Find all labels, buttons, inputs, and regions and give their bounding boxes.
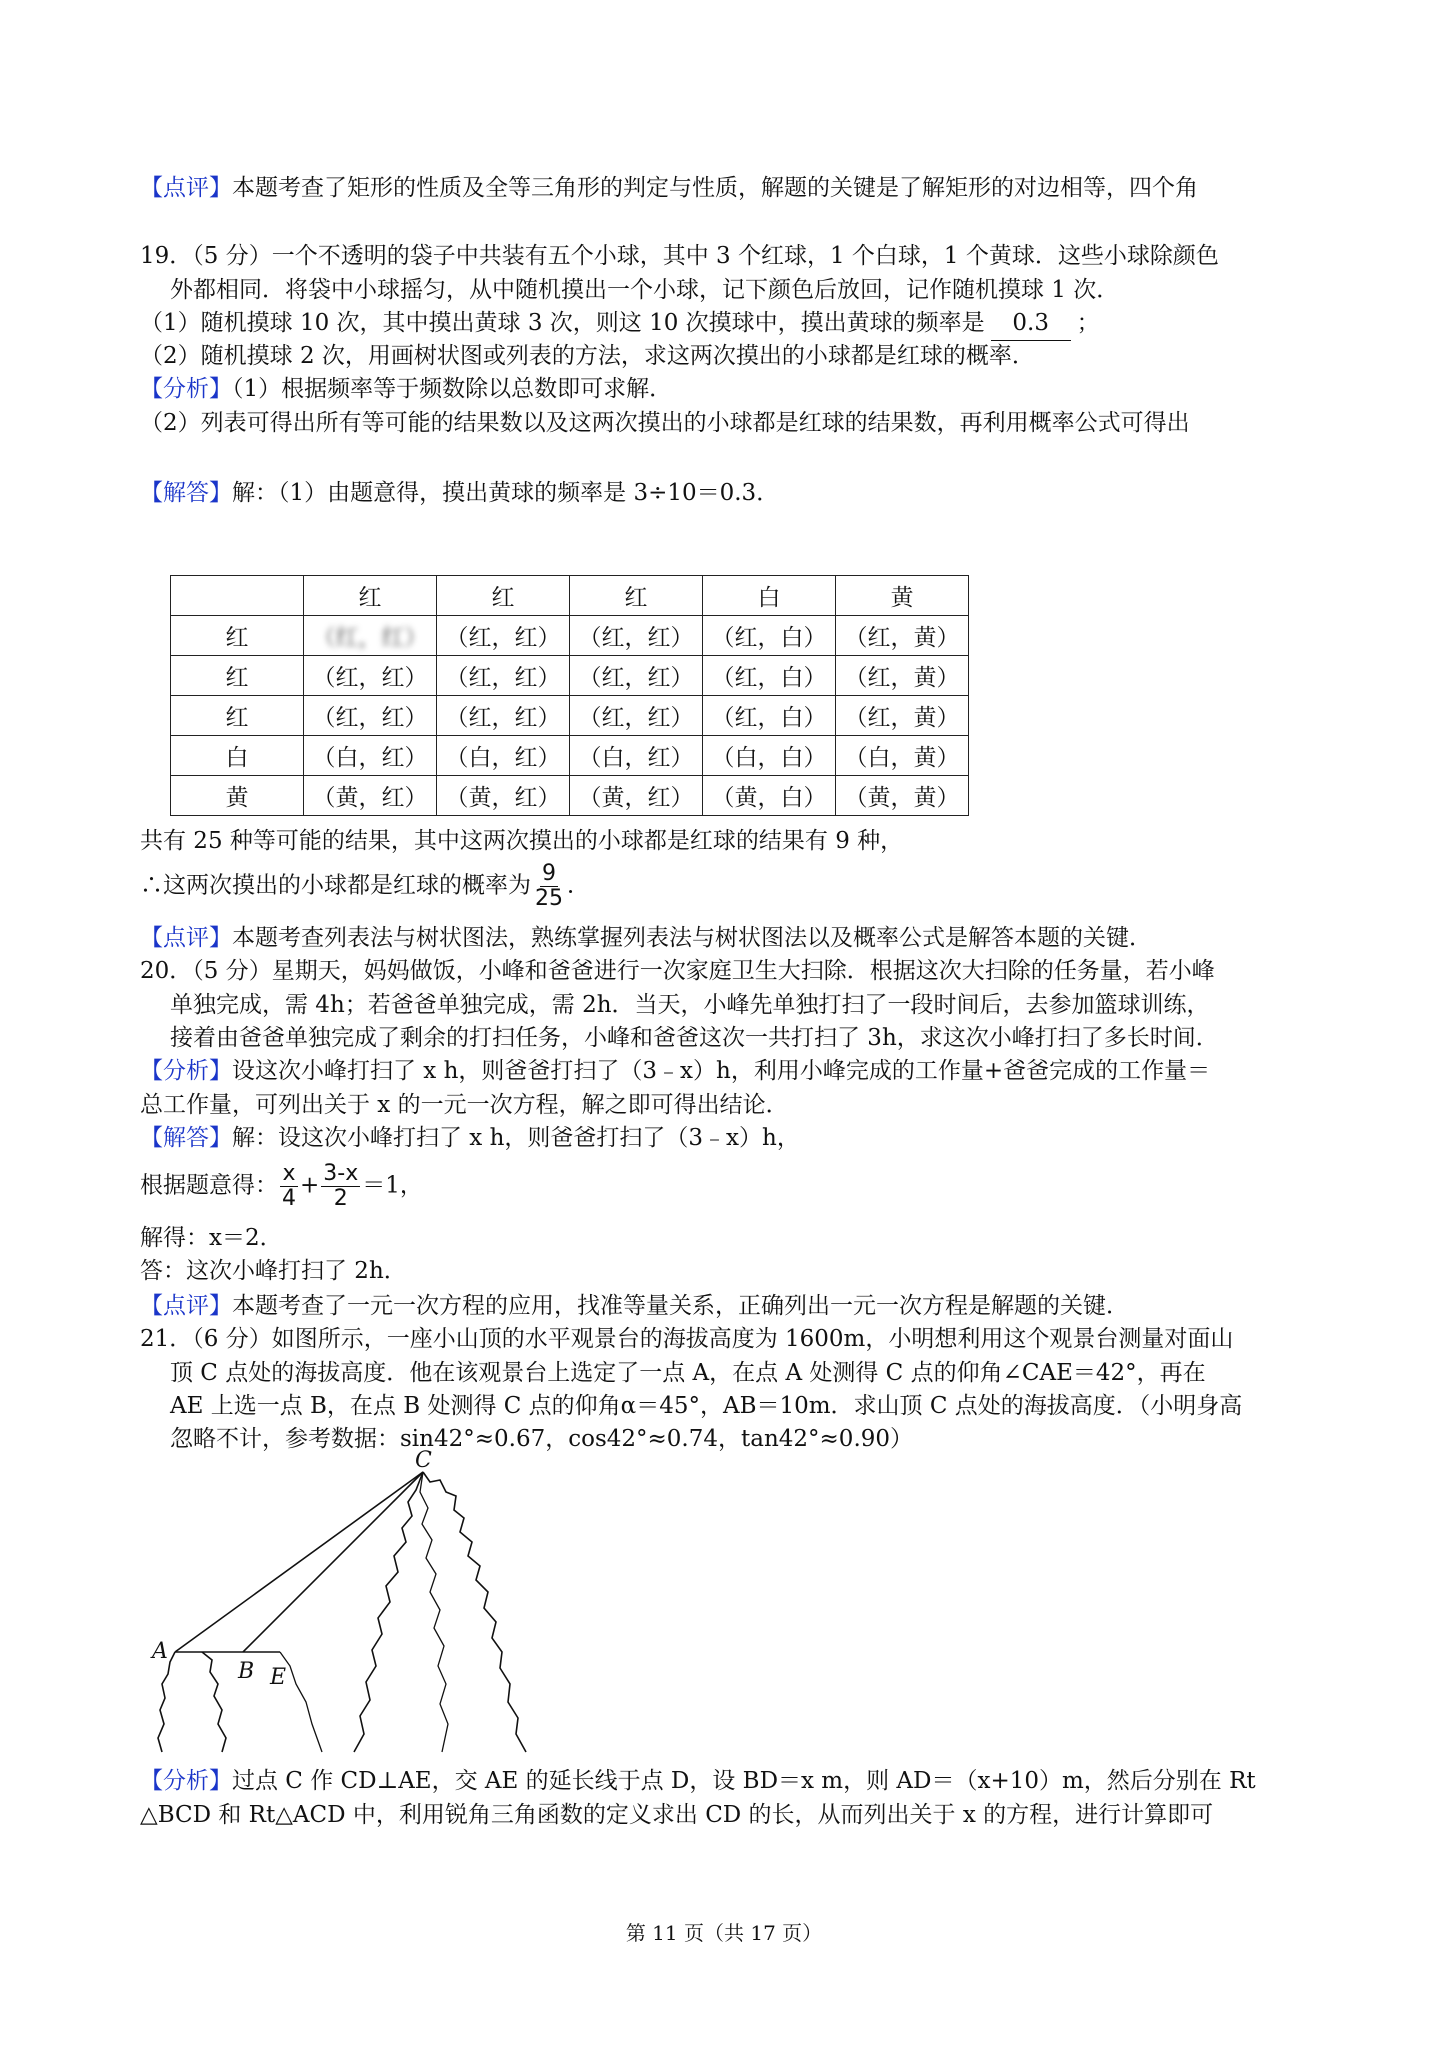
q19-part1-end: ； [1076,310,1100,336]
probability-fraction [533,862,565,911]
conclusion-text: ∴这两次摸出的小球都是红球的概率为 [140,872,531,899]
q19-answer1 [140,477,1330,510]
equation-fraction-1 [280,1162,298,1211]
answer-text: 解：（1）由题意得，摸出黄球的频率是 3÷10＝0.3． [232,480,780,506]
q19-conclusion1: 共有 25 种等可能的结果，其中这两次摸出的小球都是红球的结果有 9 种， [140,828,904,854]
row-label: 黄 [171,776,304,816]
table-cell: （红，红） [570,696,703,736]
table-cell: （红，红） [437,616,570,656]
table-cell: （红，白） [703,696,836,736]
equation-fraction-2 [321,1162,360,1211]
table-cell: （黄，红） [570,776,703,816]
left-hill-inner-outline [202,1652,226,1752]
q20-solve: 解得：x＝2． [140,1225,283,1251]
q20-stem-line3: 接着由爸爸单独完成了剩余的打扫任务，小峰和爸爸这次一共打扫了 3h，求这次小峰打扫了多长时间． [170,1025,1219,1051]
table-cell: （红，红） [304,656,437,696]
fraction-denominator: 2 [333,1186,348,1211]
q19-stem-line2: 外都相同．将袋中小球摇匀，从中随机摸出一个小球，记下颜色后放回，记作随机摸球 1 次． [170,277,1120,303]
q21-stem-line4: 忽略不计，参考数据：sin42°≈0.67，cos42°≈0.74，tan42°≈0.90） [170,1426,914,1452]
table-cell: （白，白） [703,736,836,776]
table-header-cell: 红 [570,576,703,616]
table-row [171,776,969,816]
analysis-tag: 【分析】 [140,1768,232,1794]
table-cell: （红，黄） [836,696,969,736]
q20-stem-line1: 20．（5 分）星期天，妈妈做饭，小峰和爸爸进行一次家庭卫生大扫除．根据这次大扫除的任务量，若小峰 [140,958,1215,984]
row-label: 红 [171,696,304,736]
mountain-diagram [140,1448,560,1752]
analysis-text: 过点 C 作 CD⊥AE，交 AE 的延长线于点 D，设 BD＝x m，则 AD＝（x+10）m，然后分别在 Rt [232,1768,1256,1794]
table-cell: （白，黄） [836,736,969,776]
table-cell: （白，红） [437,736,570,776]
label-E: E [270,1665,287,1690]
table-cell: （红，黄） [836,656,969,696]
table-cell: （红，红） [304,616,437,656]
review-tag: 【点评】 [140,1293,232,1319]
q21-stem-line1: 21．（6 分）如图所示，一座小山顶的水平观景台的海拔高度为 1600m，小明想利用这个观景台测量对面山 [140,1326,1234,1352]
table-cell: （白，红） [570,736,703,776]
review-tag: 【点评】 [140,925,232,951]
label-B: B [238,1659,255,1684]
q20-equation [140,1162,1330,1211]
table-cell: （黄，黄） [836,776,969,816]
fraction-numerator: 9 [542,861,556,886]
conclusion-end: ． [567,872,590,899]
q19-part1 [140,307,1330,341]
table-header-cell: 红 [304,576,437,616]
q19-part2: （2）随机摸球 2 次，用画树状图或列表的方法，求这两次摸出的小球都是红球的概率． [140,343,1035,369]
mountain-right-slope [423,1472,526,1752]
mountain-inner-ridge [420,1472,448,1752]
review-line-top [140,172,1330,205]
review-text: 本题考查了矩形的性质及全等三角形的判定与性质，解题的关键是了解矩形的对边相等，四个角 [232,175,1198,201]
q21-analysis1 [140,1765,1330,1798]
table-corner-cell [171,576,304,616]
table-cell: （黄，红） [304,776,437,816]
line-AC [175,1472,423,1652]
q19-part1-text: （1）随机摸球 10 次，其中摸出黄球 3 次，则这 10 次摸球中，摸出黄球的频率是 [140,310,985,336]
q20-analysis2: 总工作量，可列出关于 x 的一元一次方程，解之即可得出结论． [140,1092,789,1118]
q19-analysis1 [140,373,1330,406]
table-row [171,736,969,776]
label-C: C [415,1448,432,1473]
equation-suffix: ＝1， [362,1172,423,1199]
analysis-tag: 【分析】 [140,1058,232,1084]
answer-tag: 【解答】 [140,1125,232,1151]
label-A: A [152,1639,168,1664]
fraction-numerator: 3-x [323,1161,359,1186]
table-cell: （黄，白） [703,776,836,816]
fraction-denominator: 4 [282,1186,296,1211]
row-label: 红 [171,656,304,696]
q20-review [140,1290,1330,1323]
table-header-cell: 红 [437,576,570,616]
q19-stem-line1: 19．（5 分）一个不透明的袋子中共装有五个小球，其中 3 个红球，1 个白球，1 个黄球．这些小球除颜色 [140,243,1219,269]
left-hill-outline [158,1652,175,1752]
table-cell: （红，黄） [836,616,969,656]
analysis-text: 设这次小峰打扫了 x h，则爸爸打扫了（3﹣x）h，利用小峰完成的工作量+爸爸完成的工作量＝ [232,1058,1211,1084]
q21-stem-line3: AE 上选一点 B，在点 B 处测得 C 点的仰角α＝45°，AB＝10m．求山顶 C 点处的海拔高度．（小明身高 [170,1393,1243,1419]
q21-analysis2: △BCD 和 Rt△ACD 中，利用锐角三角函数的定义求出 CD 的长，从而列出关于 x 的方程，进行计算即可 [140,1802,1214,1828]
analysis-tag: 【分析】 [140,376,232,402]
table-header-row [171,576,969,616]
q19-conclusion2 [140,862,1330,911]
q19-analysis2: （2）列表可得出所有等可能的结果数以及这两次摸出的小球都是红球的结果数，再利用概率公式可得出 [140,410,1190,436]
review-text: 本题考查了一元一次方程的应用，找准等量关系，正确列出一元一次方程是解题的关键． [232,1293,1129,1319]
table-cell: （黄，红） [437,776,570,816]
table-cell: （红，白） [703,656,836,696]
row-label: 红 [171,616,304,656]
review-tag: 【点评】 [140,175,232,201]
table-row [171,656,969,696]
q20-stem-line2: 单独完成，需 4h；若爸爸单独完成，需 2h．当天，小峰先单独打扫了一段时间后，去参加篮球训练， [170,992,1210,1018]
table-cell: （红，红） [437,656,570,696]
review-text: 本题考查列表法与树状图法，熟练掌握列表法与树状图法以及概率公式是解答本题的关键． [232,925,1152,951]
answer-text: 解：设这次小峰打扫了 x h，则爸爸打扫了（3﹣x）h， [232,1125,800,1151]
table-cell: （红，红） [437,696,570,736]
q19-part1-answer: 0.3 [991,307,1071,341]
row-label: 白 [171,736,304,776]
middle-ridge [280,1652,322,1752]
equation-prefix: 根据题意得： [140,1172,278,1199]
table-cell: （白，红） [304,736,437,776]
table-header-cell: 黄 [836,576,969,616]
equation-plus: + [300,1172,320,1199]
answer-tag: 【解答】 [140,480,232,506]
page-footer: 第 11 页（共 17 页） [625,1921,823,1945]
q20-analysis1 [140,1055,1330,1088]
table-row [171,616,969,656]
table-cell: （红，红） [570,656,703,696]
q19-review [140,922,1330,955]
q21-stem-line2: 顶 C 点处的海拔高度．他在该观景台上选定了一点 A，在点 A 处测得 C 点的仰角∠CAE＝42°，再在 [170,1360,1206,1386]
table-header-cell: 白 [703,576,836,616]
table-row [171,696,969,736]
table-cell: （红，红） [304,696,437,736]
q20-answer1 [140,1122,1330,1155]
fraction-numerator: x [282,1161,296,1186]
q20-reply: 答：这次小峰打扫了 2h． [140,1258,407,1284]
table-cell: （红，红） [570,616,703,656]
table-cell: （红，白） [703,616,836,656]
fraction-denominator: 25 [535,886,563,911]
outcome-table [170,575,969,816]
analysis-text: （1）根据频率等于频数除以总数即可求解． [232,376,673,402]
